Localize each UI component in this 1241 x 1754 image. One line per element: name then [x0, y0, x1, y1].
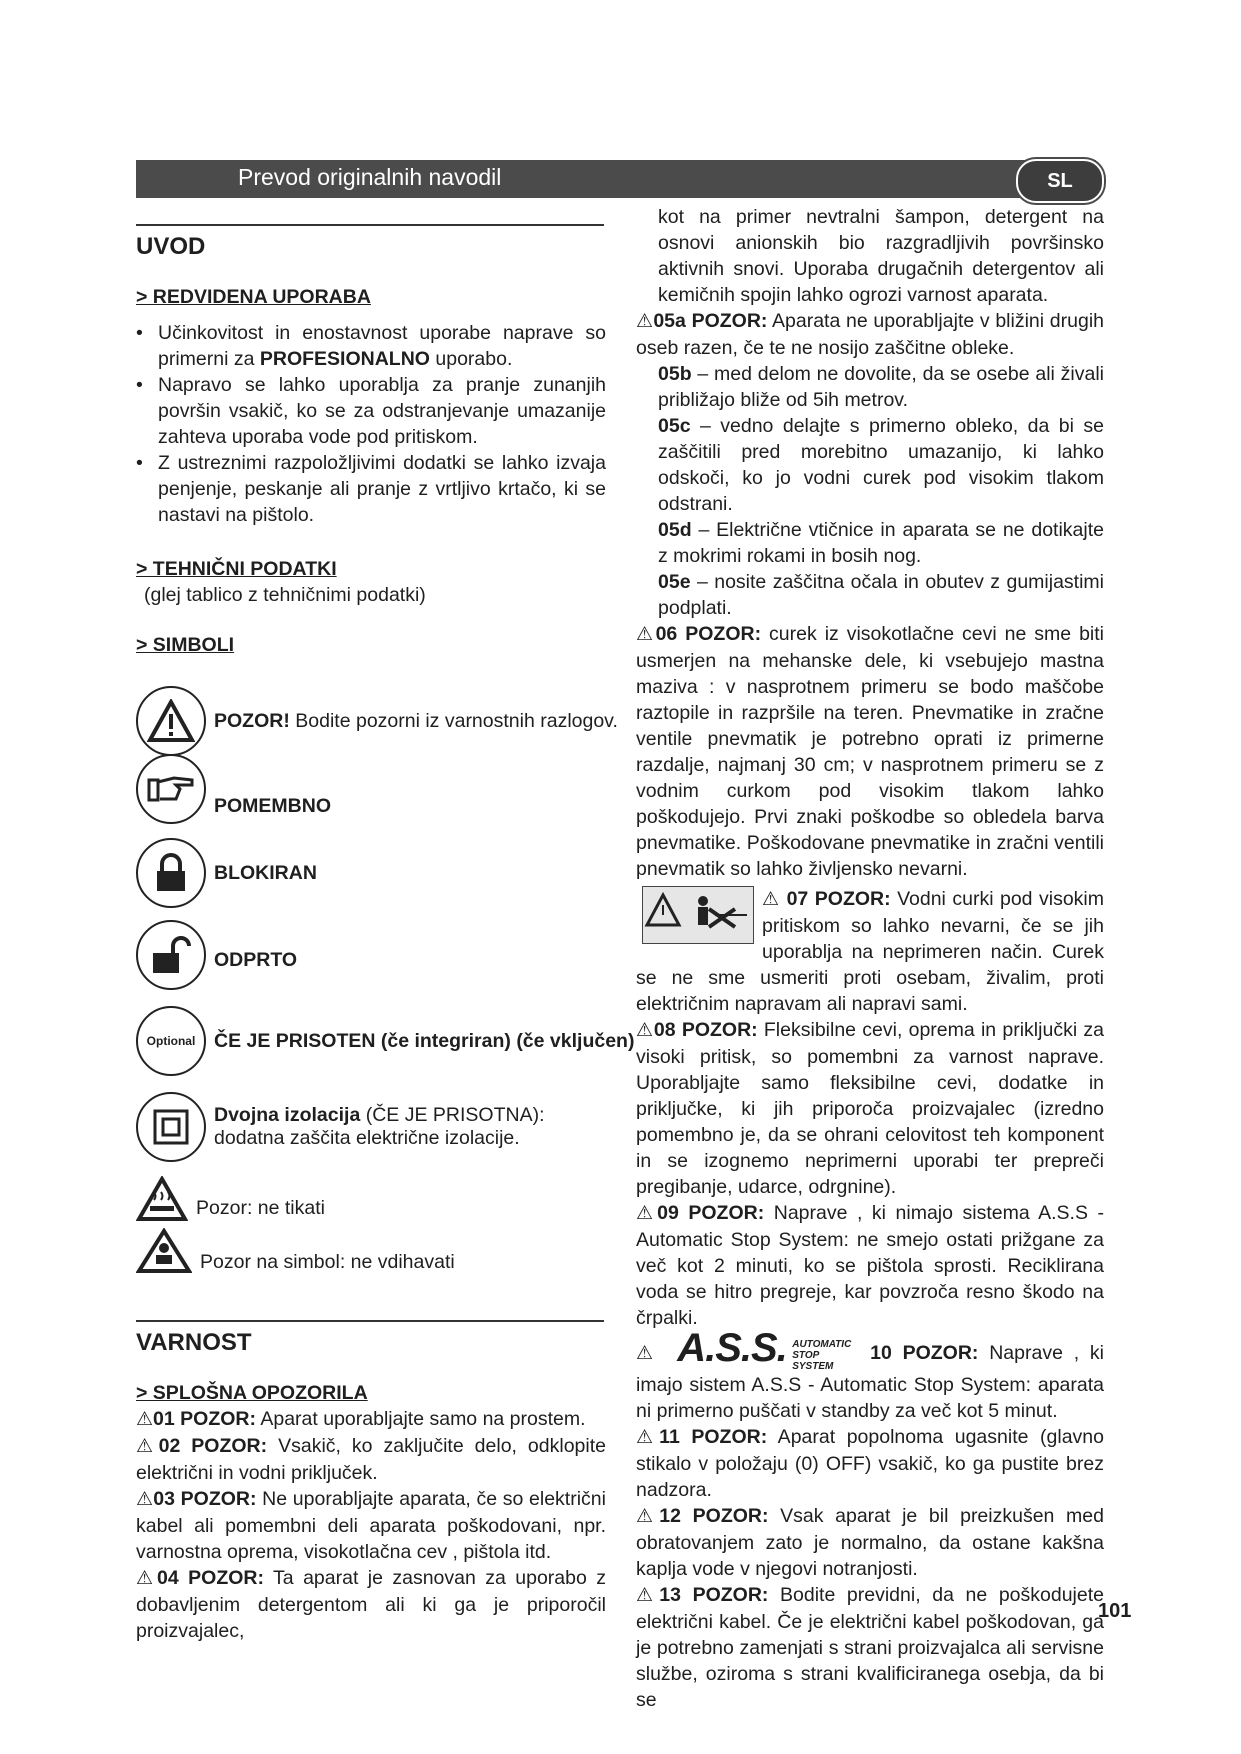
- continuation-text: kot na primer nevtralni šampon, detergent na osnovi anionskih bio razgradljivih površinsko aktivnih snovi. Uporaba drugačnih detergentov ali kemičnih spojin lahko ogrozi varnost aparata.: [658, 206, 1104, 306]
- tech-text: (glej tablico z tehničnimi podatki): [144, 584, 426, 606]
- list-item: • Napravo se lahko uporablja za pranje zunanjih površin vsakič, ko se za odstranjevanje umazanije zahteva uporaba vode pod pritiskom.: [136, 374, 606, 448]
- page-number: 101: [1098, 1600, 1132, 1622]
- safety-section: [136, 1320, 606, 1644]
- symbol-hot-surface: Pozor: ne tikati: [136, 1176, 325, 1227]
- warning-item-06: ⚠06 POZOR: curek iz visokotlačne cevi ne sme biti usmerjen na mehanske dele, ki vsebujejo mastna maziva : v nasprotnem primeru se bodo maščobe raztopile in razpršile na teren. Pnevmatike in zračne ventile pnevmatik je potrebno oprati iz primerne razdalje, najmanj 30 cm; v nasprotnem primeru se z vodnim curkom pod visokim tlakom lahko poškodujejo. Prvi znaki poškodbe so obledela barva pnevmatike. Poškodovane pnevmatike in zračni ventili pnevmatik so lahko življensko nevarni.: [636, 623, 1104, 880]
- warning-item-12: ⚠12 POZOR: Vsak aparat je bil preizkušen med obratovanjem zato je normalno, da ostane kakšna kaplja vode v njegovi notranjosti.: [636, 1505, 1104, 1581]
- symbol-double-insulation: Dvojna izolacija (ČE JE PRISOTNA): dodatna zaščita električne izolacije.: [136, 1092, 594, 1162]
- warning-item: ⚠01 POZOR: Aparat uporabljajte samo na prostem.: [136, 1408, 586, 1430]
- warning-triangle-icon: [136, 686, 206, 756]
- open-padlock-icon: [136, 920, 206, 990]
- intro-heading: UVOD: [136, 233, 206, 260]
- general-warnings-heading: > SPLOŠNA OPOZORILA: [136, 1382, 368, 1404]
- hot-surface-icon: [136, 1176, 188, 1227]
- intended-use-list: [136, 320, 606, 528]
- warning-item: ⚠03 POZOR: Ne uporabljajte aparata, če so električni kabel ali pomembni deli aparata poškodovani, npr. varnostna oprema, visokotlačna cev , pištola itd.: [136, 1488, 606, 1563]
- symbols-heading: > SIMBOLI: [136, 634, 235, 656]
- symbol-optional: Optional ČE JE PRISOTEN (če integriran) (če vključen): [136, 1006, 634, 1076]
- header-title: Prevod originalnih navodil: [238, 164, 502, 190]
- warning-subitem: 05c – vedno delajte s primerno obleko, da bi se zaščitili pred morebitno umazanijo, ki lahko odskoči, ko jo vodni curek pod visokim tlakom odstrani.: [658, 415, 1104, 515]
- list-item: • Z ustreznimi razpoložljivimi dodatki se lahko izvaja penjenje, peskanje ali pranje z vrtljivo krtačo, ki se nastavi na pištolo.: [136, 452, 606, 526]
- symbol-no-inhale: Pozor na simbol: ne vdihavati: [136, 1228, 455, 1279]
- warning-subitem: 05d – Električne vtičnice in aparata se ne dotikajte z mokrimi rokami in bosih nog.: [658, 519, 1104, 567]
- symbol-warning: POZOR! Bodite pozorni iz varnostnih razlogov.: [136, 686, 618, 756]
- intended-use-heading: > REDVIDENA UPORABA: [136, 286, 371, 308]
- warning-subitem: 05e – nosite zaščitna očala in obutev z gumijastimi podplati.: [658, 571, 1104, 619]
- warning-item-07: ⚠ 07 POZOR: Vodni curki pod visokim pritiskom so lahko nevarni, če se jih uporablja na neprimeren način. Curek se ne sme usmeriti proti osebam, živalim, proti električnim napravam ali napravi sami.: [636, 888, 1105, 1015]
- warning-item-13: ⚠13 POZOR: Bodite previdni, da ne poškodujete električni kabel. Če je električni kabel poškodovan, ga je potrebno zamenjati s strani proizvajalca ali servisne službe, oziroma s strani kvalificiranega osebja, da bi se: [636, 1584, 1104, 1712]
- locked-padlock-icon: [136, 838, 206, 908]
- warning-item: ⚠04 POZOR: Ta aparat je zasnovan za uporabo z dobavljenim detergentom ali ki ga je priporočil proizvajalec,: [136, 1567, 606, 1642]
- symbol-important: POMEMBNO: [136, 754, 331, 824]
- divider: [136, 1320, 604, 1322]
- optional-icon: Optional: [136, 1006, 206, 1076]
- no-inhale-icon: [136, 1228, 192, 1279]
- symbol-open: ODPRTO: [136, 920, 297, 990]
- pointing-hand-icon: [136, 754, 206, 824]
- divider: [136, 224, 604, 226]
- no-spray-at-people-icon: [642, 886, 754, 944]
- ass-logo: A.S.S. AUTOMATIC STOP SYSTEM: [677, 1326, 852, 1373]
- warning-item-08: ⚠08 POZOR: Fleksibilne cevi, oprema in priključki za visoki pritisk, so pomembni za varnost naprave. Uporabljajte samo fleksibilne cevi, dodatke in priključke, ki jih priporoča proizvajalec (izredno pomembno je, da se ohrani celovitost teh komponent in se izognemo neprimerni uporabi ter prepreči pregibanje, udarce, odrgnine).: [636, 1019, 1104, 1198]
- warning-item-05a: ⚠05a POZOR: Aparata ne uporabljajte v bližini drugih oseb razen, če te ne nosijo zaščitne obleke.: [636, 310, 1105, 359]
- list-item: • Učinkovitost in enostavnost uporabe naprave so primerni za PROFESIONALNO uporabo.: [136, 322, 606, 370]
- warning-item: ⚠02 POZOR: Vsakič, ko zaključite delo, odklopite električni in vodni priključek.: [136, 1435, 606, 1484]
- right-column: [636, 204, 1104, 1713]
- safety-heading: VARNOST: [136, 1329, 252, 1356]
- double-insulation-icon: [136, 1092, 206, 1162]
- language-badge: SL: [1016, 159, 1104, 203]
- symbol-locked: BLOKIRAN: [136, 838, 317, 908]
- warning-item-09: ⚠09 POZOR: Naprave , ki nimajo sistema A.S.S - Automatic Stop System: ne smejo ostati prižgane za več kot 2 minuti, ko se pištola sprosti. Reciklirana voda se hitro pregreje, kar povzroča resno škodo na črpalki.: [636, 1202, 1104, 1329]
- warning-subitem: 05b – med delom ne dovolite, da se osebe ali živali približajo bliže od 5ih metrov.: [658, 363, 1104, 411]
- warning-item-11: ⚠11 POZOR: Aparat popolnoma ugasnite (glavno stikalo v položaju (0) OFF) vsakič, ko ga pustite brez nadzora.: [636, 1426, 1104, 1502]
- tech-heading: > TEHNIČNI PODATKI: [136, 558, 337, 580]
- intro-section: [136, 224, 606, 658]
- warning-item-10: ⚠ A.S.S. AUTOMATIC STOP SYSTEM 10 POZOR: Naprave , ki imajo sistem A.S.S - Automatic Stop System: aparata ni primerno puščati v standby za več kot 5 minut.: [636, 1326, 1105, 1423]
